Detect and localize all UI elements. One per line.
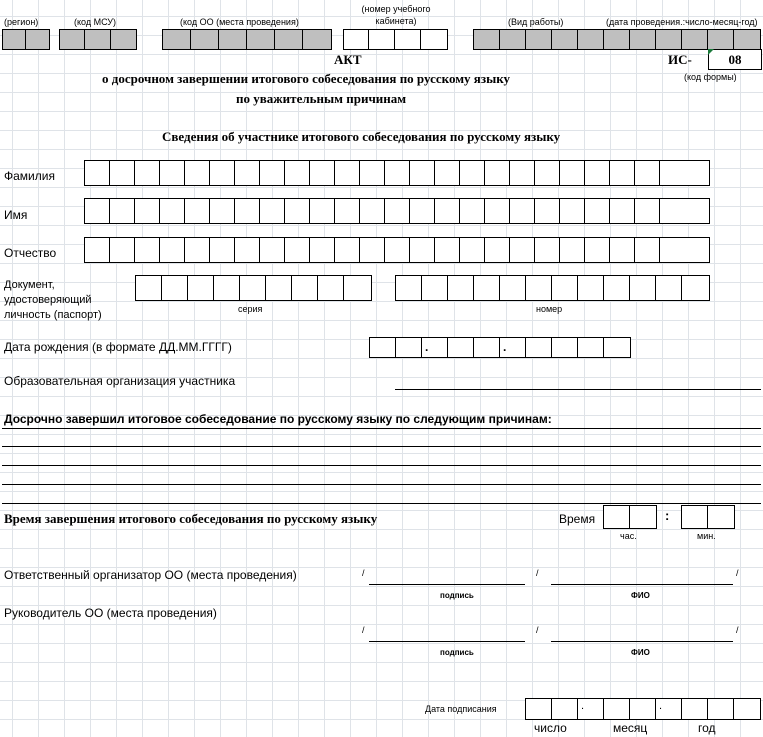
letter-cell[interactable]	[335, 199, 360, 223]
code-cell[interactable]	[526, 30, 552, 49]
digit-cell[interactable]	[604, 338, 630, 357]
letter-cell[interactable]	[235, 238, 260, 262]
slash-separator: /	[736, 568, 739, 578]
letter-cell[interactable]	[385, 238, 410, 262]
number-label: номер	[536, 304, 563, 314]
letter-cell[interactable]	[422, 276, 448, 300]
dot-separator: .	[659, 700, 663, 712]
letter-cell[interactable]	[210, 161, 235, 185]
letter-cell[interactable]	[285, 238, 310, 262]
code-cell[interactable]	[708, 30, 734, 49]
year-label: год	[698, 721, 716, 735]
head-signature-line[interactable]	[369, 641, 525, 642]
msu-code-boxes[interactable]	[59, 29, 137, 50]
hours-boxes[interactable]	[603, 505, 657, 529]
digit-cell[interactable]	[604, 699, 630, 719]
letter-cell[interactable]	[235, 161, 260, 185]
letter-cell[interactable]	[135, 199, 160, 223]
letter-cell[interactable]	[585, 238, 610, 262]
organization-label: Образовательная организация участника	[4, 374, 236, 388]
letter-cell[interactable]	[435, 161, 460, 185]
oo-code-boxes[interactable]	[162, 29, 332, 50]
letter-cell[interactable]	[266, 276, 292, 300]
letter-cell[interactable]	[610, 199, 635, 223]
code-cell[interactable]	[474, 30, 500, 49]
digit-cell[interactable]	[682, 506, 708, 528]
document-label-line: Документ,	[4, 279, 55, 291]
letter-cell[interactable]	[185, 199, 210, 223]
letter-cell[interactable]	[285, 161, 310, 185]
organizer-signature-line[interactable]	[369, 584, 525, 585]
letter-cell[interactable]	[85, 199, 110, 223]
letter-cell[interactable]	[535, 199, 560, 223]
letter-cell[interactable]	[360, 161, 385, 185]
letter-cell[interactable]	[682, 276, 709, 300]
fio-caption: ФИО	[631, 648, 650, 657]
letter-cell[interactable]	[410, 161, 435, 185]
letter-cell[interactable]	[135, 161, 160, 185]
code-cell[interactable]	[604, 30, 630, 49]
letter-cell[interactable]	[460, 161, 485, 185]
reason-line[interactable]	[2, 484, 761, 485]
code-cell[interactable]	[163, 30, 191, 49]
letter-cell[interactable]	[185, 238, 210, 262]
letter-cell[interactable]	[162, 276, 188, 300]
code-cell[interactable]	[3, 30, 26, 49]
act-title: АКТ	[334, 52, 362, 67]
reason-line[interactable]	[2, 503, 761, 504]
digit-cell[interactable]	[474, 338, 500, 357]
letter-cell[interactable]	[510, 161, 535, 185]
letter-cell[interactable]	[410, 199, 435, 223]
letter-cell[interactable]	[552, 276, 578, 300]
letter-cell[interactable]	[335, 161, 360, 185]
patronymic-label: Отчество	[4, 246, 57, 260]
letter-cell[interactable]	[510, 238, 535, 262]
letter-cell[interactable]	[510, 199, 535, 223]
act-subtitle: о досрочном завершении итогового собеседования по русскому языку	[102, 71, 511, 86]
form-prefix: ИС-	[668, 52, 692, 67]
code-cell[interactable]	[344, 30, 369, 49]
document-label	[4, 278, 102, 323]
form-code-label: (код формы)	[684, 72, 737, 82]
letter-cell[interactable]	[110, 199, 135, 223]
code-cell[interactable]	[111, 30, 136, 49]
day-label: число	[534, 721, 567, 735]
digit-cell[interactable]	[526, 699, 552, 719]
digit-separator	[500, 338, 526, 357]
letter-cell[interactable]	[435, 238, 460, 262]
digit-cell[interactable]	[552, 699, 578, 719]
series-label: серия	[238, 304, 263, 314]
digit-cell[interactable]	[526, 338, 552, 357]
letter-cell[interactable]	[630, 276, 656, 300]
act-subtitle-2: по уважительным причинам	[236, 91, 407, 106]
code-cell[interactable]	[656, 30, 682, 49]
slash-separator: /	[736, 625, 739, 635]
name-label: Имя	[4, 208, 28, 222]
letter-cell[interactable]	[410, 238, 435, 262]
code-cell[interactable]	[395, 30, 421, 49]
code-cell[interactable]	[578, 30, 604, 49]
letter-cell[interactable]	[210, 238, 235, 262]
digit-cell[interactable]	[734, 699, 760, 719]
letter-cell[interactable]	[360, 238, 385, 262]
letter-cell[interactable]	[292, 276, 318, 300]
code-cell[interactable]	[303, 30, 331, 49]
digit-cell[interactable]	[682, 699, 708, 719]
reason-line[interactable]	[2, 465, 761, 466]
hours-label: час.	[620, 531, 637, 541]
letter-cell[interactable]	[235, 199, 260, 223]
letter-cell[interactable]	[285, 199, 310, 223]
letter-cell[interactable]	[310, 199, 335, 223]
digit-cell[interactable]	[396, 338, 422, 357]
digit-cell[interactable]	[552, 338, 578, 357]
letter-cell[interactable]	[585, 199, 610, 223]
letter-cell[interactable]	[385, 161, 410, 185]
letter-cell[interactable]	[260, 161, 285, 185]
date-label: (дата проведения.:число-месяц-год)	[606, 17, 758, 27]
reasons-title: Досрочно завершил итоговое собеседование по русскому языку по следующим причинам:	[4, 412, 552, 426]
letter-cell[interactable]	[318, 276, 344, 300]
letter-cell[interactable]	[110, 161, 135, 185]
digit-separator	[656, 699, 682, 719]
digit-separator	[422, 338, 448, 357]
letter-cell[interactable]	[460, 199, 485, 223]
name-boxes[interactable]	[84, 198, 710, 224]
letter-cell[interactable]	[136, 276, 162, 300]
letter-cell[interactable]	[160, 161, 185, 185]
fio-caption: ФИО	[631, 591, 650, 600]
letter-cell[interactable]	[448, 276, 474, 300]
time-label: Время	[559, 512, 596, 526]
letter-cell[interactable]	[85, 161, 110, 185]
letter-cell[interactable]	[474, 276, 500, 300]
month-label: месяц	[613, 721, 648, 735]
letter-cell[interactable]	[240, 276, 266, 300]
birth-date-boxes[interactable]	[369, 337, 631, 358]
form-number: 08	[708, 49, 762, 70]
code-cell[interactable]	[421, 30, 447, 49]
surname-boxes[interactable]	[84, 160, 710, 186]
letter-cell[interactable]	[85, 238, 110, 262]
letter-cell[interactable]	[260, 199, 285, 223]
passport-series-boxes[interactable]	[135, 275, 372, 301]
letter-cell[interactable]	[485, 161, 510, 185]
letter-cell[interactable]	[344, 276, 371, 300]
msu-label: (код МСУ)	[74, 17, 117, 27]
letter-cell[interactable]	[435, 199, 460, 223]
passport-number-boxes[interactable]	[395, 275, 710, 301]
code-cell[interactable]	[734, 30, 760, 49]
letter-cell[interactable]	[188, 276, 214, 300]
room-number-boxes[interactable]	[343, 29, 448, 50]
code-cell[interactable]	[219, 30, 247, 49]
letter-cell[interactable]	[578, 276, 604, 300]
digit-cell[interactable]	[578, 338, 604, 357]
head-fio-line[interactable]	[551, 641, 733, 642]
letter-cell[interactable]	[560, 238, 585, 262]
head-label: Руководитель ОО (места проведения)	[4, 606, 217, 620]
letter-cell[interactable]	[610, 161, 635, 185]
letter-cell[interactable]	[385, 199, 410, 223]
code-cell[interactable]	[191, 30, 219, 49]
region-code-boxes[interactable]	[2, 29, 50, 50]
signature-caption: подпись	[440, 591, 474, 600]
letter-cell[interactable]	[560, 161, 585, 185]
oo-label: (код ОО (места проведения)	[180, 17, 299, 27]
minutes-boxes[interactable]	[681, 505, 735, 529]
letter-cell[interactable]	[500, 276, 526, 300]
digit-cell[interactable]	[708, 506, 734, 528]
digit-separator	[578, 699, 604, 719]
letter-cell[interactable]	[135, 238, 160, 262]
letter-cell[interactable]	[396, 276, 422, 300]
letter-cell[interactable]	[560, 199, 585, 223]
slash-separator: /	[362, 568, 365, 578]
sign-date-boxes[interactable]	[525, 698, 761, 720]
code-cell[interactable]	[247, 30, 275, 49]
letter-cell[interactable]	[110, 238, 135, 262]
letter-cell[interactable]	[485, 238, 510, 262]
letter-cell[interactable]	[185, 161, 210, 185]
letter-cell[interactable]	[635, 161, 660, 185]
code-cell[interactable]	[369, 30, 395, 49]
letter-cell[interactable]	[260, 238, 285, 262]
letter-cell[interactable]	[460, 238, 485, 262]
letter-cell[interactable]	[214, 276, 240, 300]
sign-date-label: Дата подписания	[425, 704, 497, 714]
reason-line[interactable]	[2, 446, 761, 447]
room-label: (номер учебного кабинета)	[361, 4, 431, 26]
document-label-line: личность (паспорт)	[4, 309, 102, 321]
time-colon: :	[665, 508, 670, 523]
letter-cell[interactable]	[310, 161, 335, 185]
slash-separator: /	[536, 625, 539, 635]
organization-input-line[interactable]	[395, 389, 761, 390]
time-section-title: Время завершения итогового собеседования по русскому языку	[4, 511, 378, 526]
reason-line[interactable]	[2, 428, 761, 429]
document-label-line: удостоверяющий	[4, 294, 92, 306]
signature-caption: подпись	[440, 648, 474, 657]
code-cell[interactable]	[682, 30, 708, 49]
digit-cell[interactable]	[630, 506, 656, 528]
digit-cell[interactable]	[448, 338, 474, 357]
letter-cell[interactable]	[660, 238, 685, 262]
letter-cell[interactable]	[210, 199, 235, 223]
code-cell[interactable]	[552, 30, 578, 49]
letter-cell[interactable]	[160, 199, 185, 223]
letter-cell[interactable]	[635, 238, 660, 262]
work-date-boxes[interactable]	[473, 29, 761, 50]
surname-label: Фамилия	[4, 169, 55, 183]
code-cell[interactable]	[26, 30, 49, 49]
letter-cell[interactable]	[585, 161, 610, 185]
patronymic-boxes[interactable]	[84, 237, 710, 263]
letter-cell[interactable]	[535, 238, 560, 262]
dot-separator: .	[503, 340, 507, 354]
work-label: (Вид работы)	[508, 17, 564, 27]
letter-cell[interactable]	[656, 276, 682, 300]
region-label: (регион)	[4, 17, 39, 27]
code-cell[interactable]	[85, 30, 111, 49]
letter-cell[interactable]	[335, 238, 360, 262]
letter-cell[interactable]	[160, 238, 185, 262]
letter-cell[interactable]	[485, 199, 510, 223]
letter-cell[interactable]	[360, 199, 385, 223]
letter-cell[interactable]	[526, 276, 552, 300]
dot-separator: .	[425, 340, 429, 354]
digit-cell[interactable]	[370, 338, 396, 357]
letter-cell[interactable]	[604, 276, 630, 300]
letter-cell[interactable]	[660, 199, 685, 223]
digit-cell[interactable]	[604, 506, 630, 528]
minutes-label: мин.	[697, 531, 716, 541]
letter-cell[interactable]	[610, 238, 635, 262]
participant-section-title: Сведения об участнике итогового собеседования по русскому языку	[162, 129, 561, 144]
letter-cell[interactable]	[635, 199, 660, 223]
code-cell[interactable]	[500, 30, 526, 49]
code-cell[interactable]	[630, 30, 656, 49]
digit-cell[interactable]	[630, 699, 656, 719]
letter-cell[interactable]	[310, 238, 335, 262]
letter-cell[interactable]	[660, 161, 685, 185]
organizer-label: Ответственный организатор ОО (места проведения)	[4, 568, 297, 582]
dot-separator: .	[581, 700, 585, 712]
slash-separator: /	[362, 625, 365, 635]
birth-date-label: Дата рождения (в формате ДД.ММ.ГГГГ)	[4, 340, 232, 354]
organizer-fio-line[interactable]	[551, 584, 733, 585]
code-cell[interactable]	[275, 30, 303, 49]
letter-cell[interactable]	[535, 161, 560, 185]
cell-marker-icon	[708, 49, 714, 55]
digit-cell[interactable]	[708, 699, 734, 719]
slash-separator: /	[536, 568, 539, 578]
code-cell[interactable]	[60, 30, 85, 49]
